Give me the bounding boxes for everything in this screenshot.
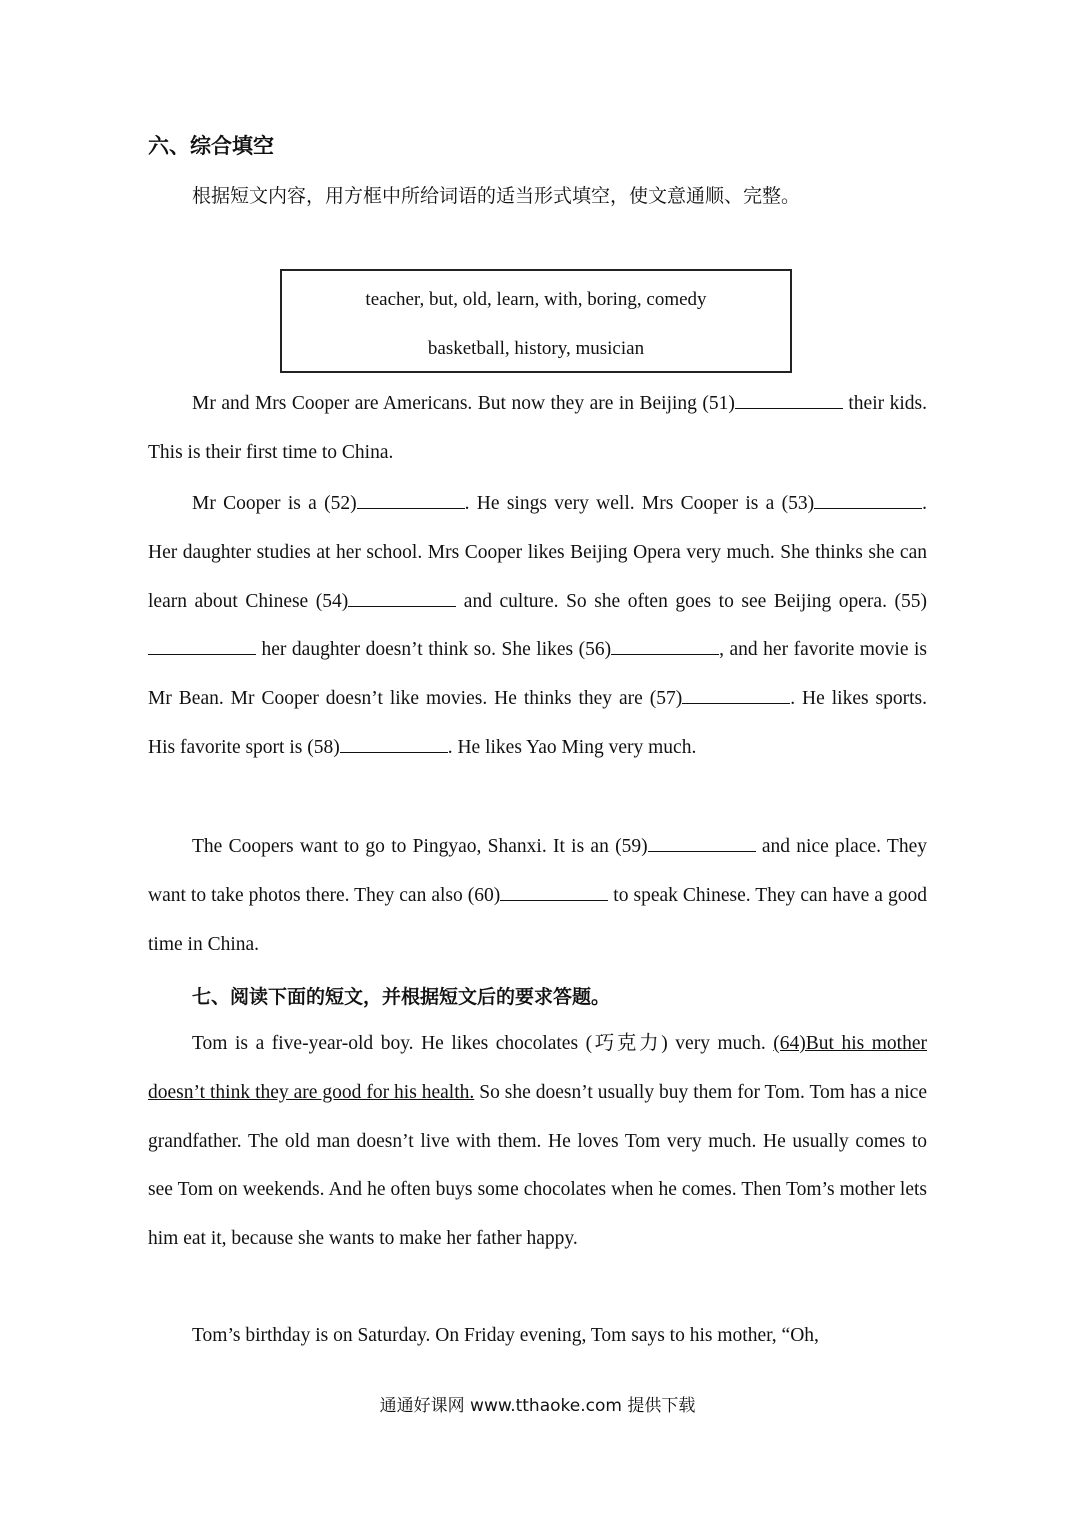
text-segment: . He sings very well. Mrs Cooper is a (53) <box>464 493 815 514</box>
paragraph-4 <box>148 1020 927 1264</box>
text-segment: Mr Cooper is a (52) <box>192 493 357 514</box>
text-segment: Tom is a five-year-old boy. He likes chocolates (巧克力) very much. <box>192 1033 774 1054</box>
blank-56 <box>611 653 719 655</box>
text-segment: their kids. This is their first time to China. <box>148 393 927 463</box>
blank-52 <box>357 507 465 509</box>
section-6-instruction: 根据短文内容，用方框中所给词语的适当形式填空，使文意通顺、完整。 <box>192 185 801 207</box>
word-box-line-2: basketball, history, musician <box>427 338 645 359</box>
text-segment: and nice place. They want to take photos there. They can also (60) <box>148 836 927 906</box>
word-box-line-1: teacher, but, old, learn, with, boring, comedy <box>365 289 707 310</box>
blank-55 <box>148 653 256 655</box>
paragraph-2 <box>148 480 927 773</box>
text-segment: her daughter doesn’t think so. She likes (56) <box>256 639 612 661</box>
blank-60 <box>500 899 608 901</box>
text-segment: So she doesn’t usually buy them for Tom. Tom has a nice grandfather. The old man doesn’t live with them. He loves Tom very much. He usually comes to see Tom on weekends. And he often buys some chocolates when he comes. Then Tom’s mother lets him eat it, because she wants to make her father happy. <box>148 1081 927 1250</box>
blank-57 <box>682 702 790 704</box>
text-segment: and culture. So she often goes to see Beijing opera. (55) <box>456 590 927 612</box>
text-segment: . He likes Yao Ming very much. <box>447 736 697 758</box>
blank-53 <box>814 507 922 509</box>
blank-54 <box>348 605 456 607</box>
text-segment: to speak Chinese. They can have a good time in China. <box>148 884 927 955</box>
paragraph-1 <box>148 380 927 478</box>
text-segment: Mr and Mrs Cooper are Americans. But now they are in Beijing (51) <box>192 393 735 414</box>
underlined-sentence-64: (64)But his mother doesn’t think they are good for his health. <box>148 1033 927 1103</box>
blank-58 <box>340 751 448 753</box>
footer: 通通好课网 www.tthaoke.com 提供下载 <box>379 1396 696 1416</box>
text-segment: . He likes sports. His favorite sport is (58) <box>148 688 927 758</box>
paragraph-5: Tom’s birthday is on Saturday. On Friday evening, Tom says to his mother, “Oh, <box>192 1325 819 1346</box>
word-box <box>280 269 792 373</box>
blank-59 <box>648 850 756 852</box>
section-6-title: 六、综合填空 <box>148 134 274 158</box>
text-segment: , and her favorite movie is Mr Bean. Mr Cooper doesn’t like movies. He thinks they are (57) <box>148 639 927 710</box>
text-segment: . Her daughter studies at her school. Mrs Cooper likes Beijing Opera very much. She thinks she can learn about Chinese (54) <box>148 493 927 612</box>
text-segment: The Coopers want to go to Pingyao, Shanxi. It is an (59) <box>192 836 648 857</box>
blank-51 <box>735 407 843 409</box>
paragraph-3 <box>148 823 927 969</box>
section-7-title: 七、阅读下面的短文，并根据短文后的要求答题。 <box>192 986 611 1008</box>
